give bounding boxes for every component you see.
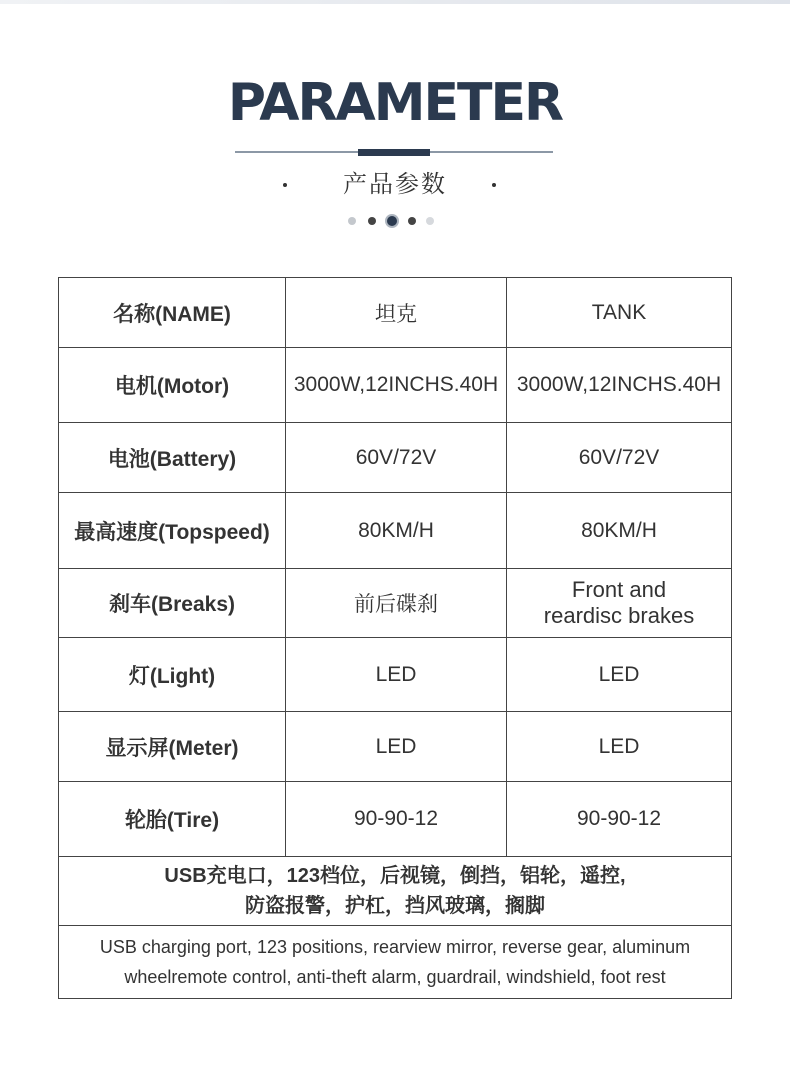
table-row-breaks: [59, 569, 732, 638]
table-row-light: [59, 638, 732, 712]
subtitle-right-dot: [492, 183, 496, 187]
table-row-topspeed: [59, 493, 732, 569]
row-label: 最高速度(Topspeed): [59, 493, 286, 569]
features-cn-line1: USB充电口，123档位，后视镜，倒挡，铝轮，遥控,: [164, 865, 626, 887]
value-cn: LED: [286, 712, 507, 782]
value-en: 60V/72V: [507, 423, 732, 493]
table-row-meter: [59, 712, 732, 782]
value-cn: 坦克: [286, 278, 507, 348]
row-label: 轮胎(Tire): [59, 782, 286, 857]
table-row-tire: [59, 782, 732, 857]
table-row-motor: [59, 348, 732, 423]
value-en: 80KM/H: [507, 493, 732, 569]
table-row-features-en: [59, 926, 732, 999]
table-row-battery: [59, 423, 732, 493]
features-en: [59, 926, 732, 999]
page-title: PARAMETER: [227, 73, 563, 133]
dot-5: [426, 217, 434, 225]
dot-1: [348, 217, 356, 225]
dot-2: [368, 217, 376, 225]
value-cn: 3000W,12INCHS.40H: [286, 348, 507, 423]
value-en: LED: [507, 712, 732, 782]
value-cn: 80KM/H: [286, 493, 507, 569]
row-label: 显示屏(Meter): [59, 712, 286, 782]
value-en-line1: Front and: [571, 577, 667, 602]
page-subtitle: 产品参数: [343, 171, 447, 198]
value-en: [507, 569, 732, 638]
row-label: 名称(NAME): [59, 278, 286, 348]
value-cn: 90-90-12: [286, 782, 507, 857]
value-en: 3000W,12INCHS.40H: [507, 348, 732, 423]
pagination-dots: [0, 213, 790, 229]
dot-4: [408, 217, 416, 225]
value-en: TANK: [507, 278, 732, 348]
title-underline-accent: [358, 149, 430, 156]
row-label: 电池(Battery): [59, 423, 286, 493]
features-cn-line2: 防盗报警，护杠，挡风玻璃，搁脚: [245, 895, 545, 917]
value-en: LED: [507, 638, 732, 712]
parameter-table: [58, 277, 732, 999]
row-label: 电机(Motor): [59, 348, 286, 423]
value-en: 90-90-12: [507, 782, 732, 857]
value-en-line2: reardisc brakes: [543, 603, 695, 628]
value-cn: 前后碟刹: [286, 569, 507, 638]
top-decor-strip: [0, 0, 790, 4]
value-cn: LED: [286, 638, 507, 712]
table-row-features-cn: [59, 857, 732, 926]
dot-3-active: [385, 214, 399, 228]
features-en-line2: wheelremote control, anti-theft alarm, guardrail, windshield, foot rest: [124, 967, 666, 987]
row-label: 灯(Light): [59, 638, 286, 712]
value-cn: 60V/72V: [286, 423, 507, 493]
table-row-name: [59, 278, 732, 348]
row-label: 刹车(Breaks): [59, 569, 286, 638]
features-cn: [59, 857, 732, 926]
features-en-line1: USB charging port, 123 positions, rearview mirror, reverse gear, aluminum: [99, 937, 691, 957]
